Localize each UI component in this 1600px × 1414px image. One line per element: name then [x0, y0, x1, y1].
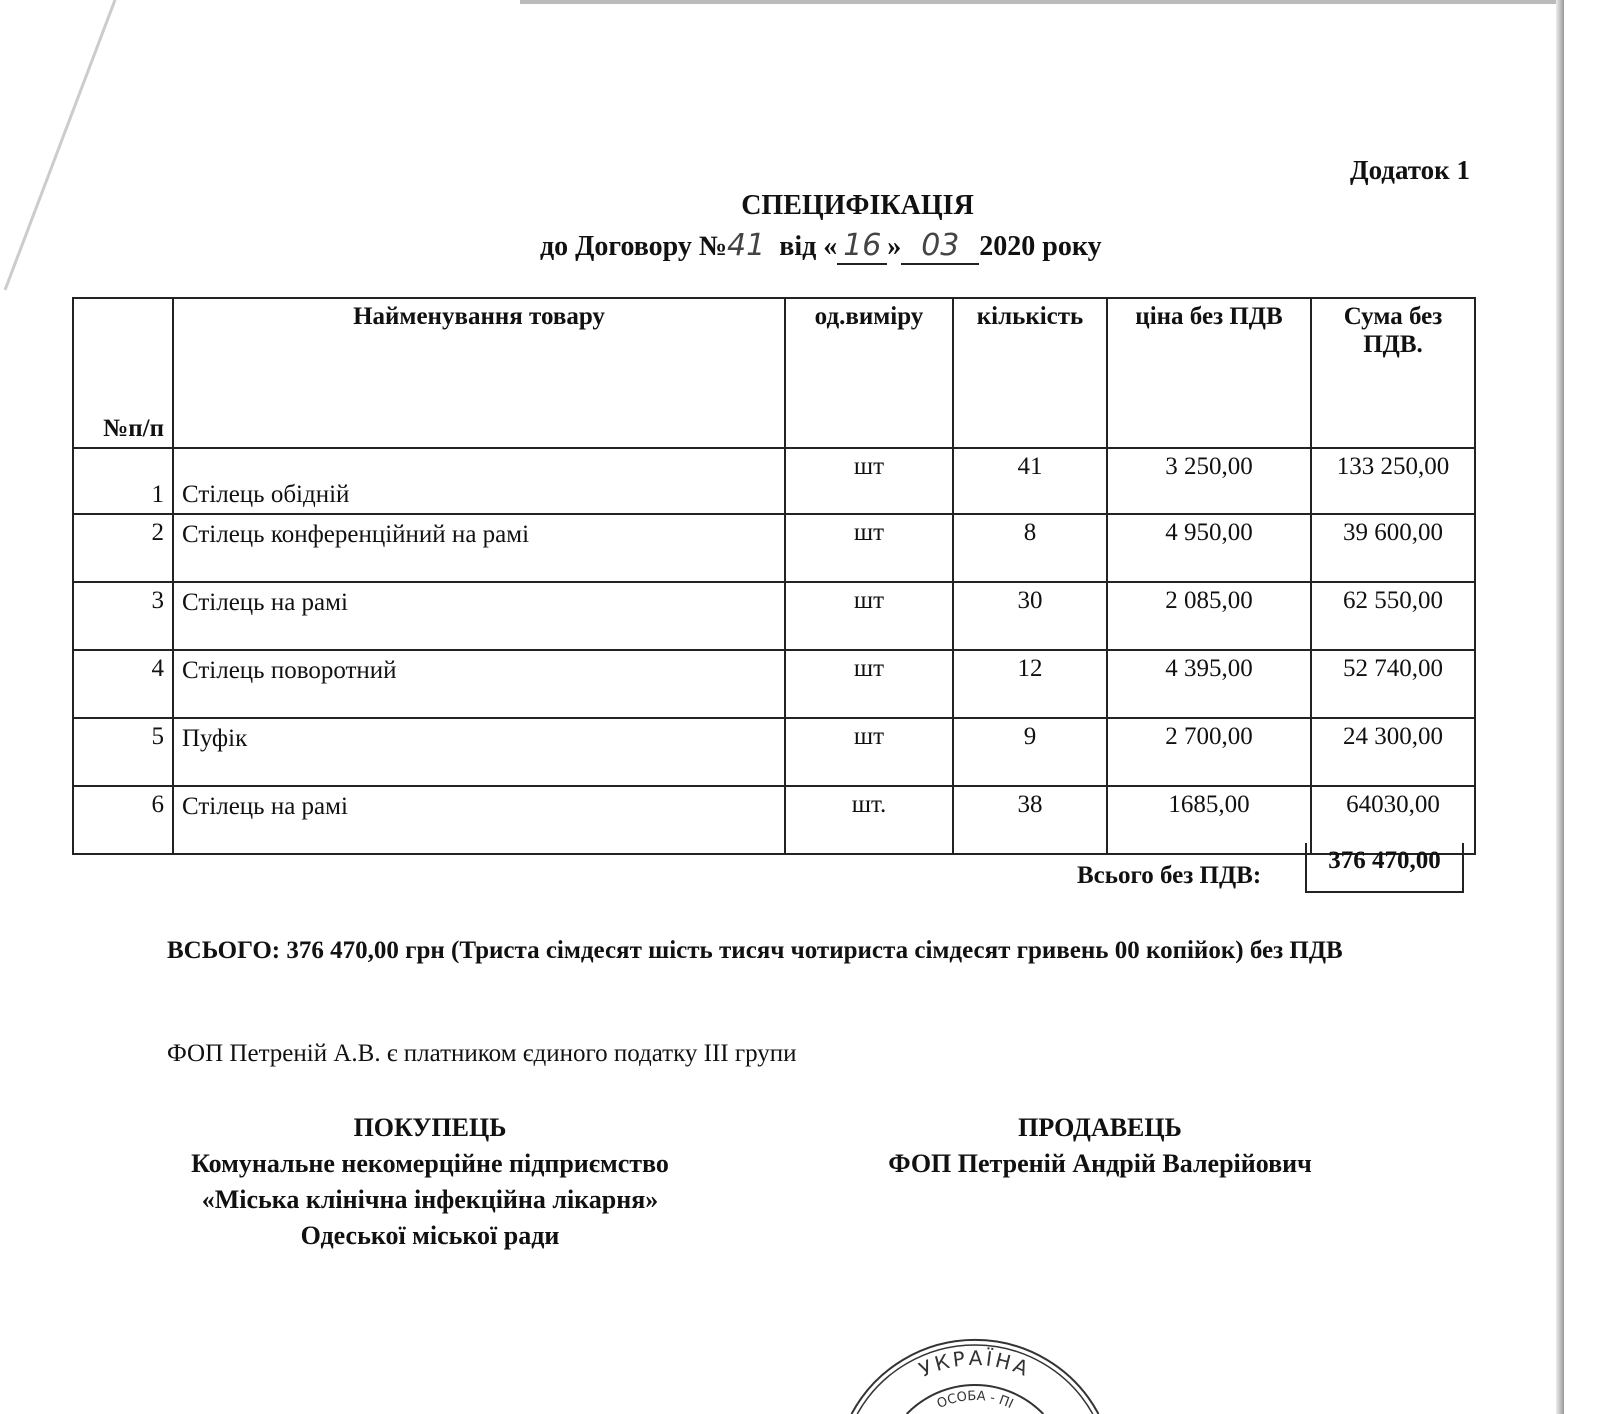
document-subtitle [540, 228, 1102, 265]
item-qty: 9 [953, 718, 1107, 786]
item-name: Стілець конференційний на рамі [173, 514, 785, 582]
item-sum: 133 250,00 [1311, 448, 1475, 514]
grand-total [167, 935, 1497, 967]
buyer-heading: ПОКУПЕЦЬ [353, 1113, 507, 1142]
row-number: 6 [73, 786, 173, 854]
header-price: ціна без ПДВ [1107, 298, 1311, 448]
contract-year: 2020 року [979, 231, 1102, 262]
buyer-block [180, 1110, 680, 1254]
row-number: 4 [73, 650, 173, 718]
table-row [73, 514, 1475, 582]
item-price: 1685,00 [1107, 786, 1311, 854]
appendix-label: Додаток 1 [1350, 155, 1470, 185]
item-unit: шт [785, 650, 953, 718]
item-name: Стілець на рамі [173, 786, 785, 854]
item-qty: 38 [953, 786, 1107, 854]
item-qty: 41 [953, 448, 1107, 514]
seller-block [800, 1110, 1400, 1182]
row-number: 1 [73, 448, 173, 514]
item-qty: 12 [953, 650, 1107, 718]
date-close: » [887, 231, 902, 262]
header-unit: од.виміру [785, 298, 953, 448]
date-from: від « [779, 231, 838, 262]
item-unit: шт [785, 448, 953, 514]
header-sum: Сума без ПДВ. [1311, 298, 1475, 448]
table-row [73, 786, 1475, 854]
table-header-row [73, 298, 1475, 448]
total-label: Всього без ПДВ: [1077, 862, 1262, 889]
item-qty: 30 [953, 582, 1107, 650]
row-number: 5 [73, 718, 173, 786]
contract-month: 03 [901, 228, 979, 265]
seller-heading: ПРОДАВЕЦЬ [1018, 1113, 1182, 1142]
contract-number: 41 [727, 228, 766, 263]
item-sum: 64030,00 [1311, 786, 1475, 854]
item-price: 4 950,00 [1107, 514, 1311, 582]
total-value: 376 470,00 [1305, 843, 1464, 893]
item-unit: шт [785, 514, 953, 582]
item-sum: 39 600,00 [1311, 514, 1475, 582]
row-number: 3 [73, 582, 173, 650]
item-sum: 24 300,00 [1311, 718, 1475, 786]
item-price: 2 700,00 [1107, 718, 1311, 786]
item-name: Пуфік [173, 718, 785, 786]
grand-total-text: 376 470,00 грн (Триста сімдесят шість тисяч чотириста сімдесят гривень 00 копійок) без ПДВ [280, 937, 1343, 964]
table-row [73, 650, 1475, 718]
item-sum: 52 740,00 [1311, 650, 1475, 718]
table-row [73, 718, 1475, 786]
scan-fold-line [0, 0, 120, 300]
specification-table [72, 297, 1476, 855]
row-number: 2 [73, 514, 173, 582]
item-price: 3 250,00 [1107, 448, 1311, 514]
item-price: 2 085,00 [1107, 582, 1311, 650]
tax-note: ФОП Петреній А.В. є платником єдиного податку ІІІ групи [167, 1040, 797, 1067]
contract-prefix: до Договору № [540, 231, 728, 262]
svg-text:УКРАЇНА: УКРАЇНА [915, 1345, 1035, 1382]
scan-edge [520, 0, 1560, 4]
header-name: Найменування товару [173, 298, 785, 448]
buyer-name: Комунальне некомерційне підприємство «Міська клінічна інфекційна лікарня» Одеської міської ради [191, 1149, 669, 1250]
item-price: 4 395,00 [1107, 650, 1311, 718]
table-row [73, 448, 1475, 514]
table-row [73, 582, 1475, 650]
item-qty: 8 [953, 514, 1107, 582]
official-stamp [820, 1320, 1110, 1414]
header-number: №п/п [73, 298, 173, 448]
item-name: Стілець поворотний [173, 650, 785, 718]
document-title: СПЕЦИФІКАЦІЯ [741, 190, 974, 221]
item-unit: шт [785, 582, 953, 650]
header-qty: кількість [953, 298, 1107, 448]
item-sum: 62 550,00 [1311, 582, 1475, 650]
item-unit: шт [785, 718, 953, 786]
seller-name: ФОП Петреній Андрій Валерійович [888, 1149, 1312, 1178]
item-unit: шт. [785, 786, 953, 854]
contract-day: 16 [837, 228, 887, 265]
svg-text:ОСОБА - ПІ: ОСОБА - ПІ [934, 1388, 1016, 1413]
item-name: Стілець обідній [173, 448, 785, 514]
item-name: Стілець на рамі [173, 582, 785, 650]
grand-total-label: ВСЬОГО: [167, 937, 281, 964]
